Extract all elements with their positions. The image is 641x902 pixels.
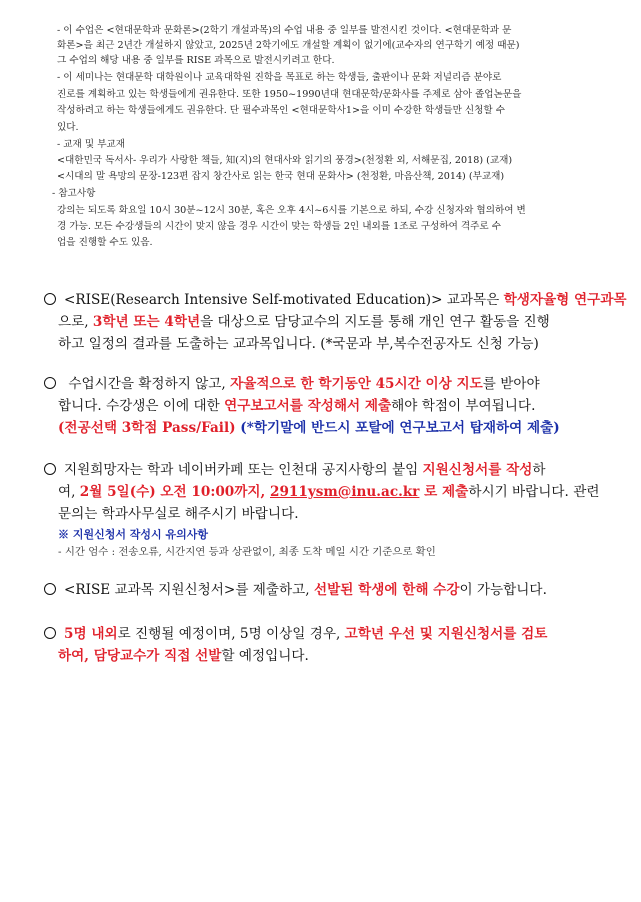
text: 로 진행될 예정이며, 5명 이상일 경우,	[117, 626, 345, 642]
circle-bullet-icon	[44, 293, 56, 305]
bullet-line	[58, 418, 560, 438]
text: 을 대상으로 담당교수의 지도를 통해 개인 연구 활동을 진행	[200, 314, 550, 330]
text: 여,	[58, 484, 80, 500]
note-line: - 이 세미나는 현대문학 대학원이나 교육대학원 진학을 목표로 하는 학생들, 출판이나 문화 저널리즘 분야로	[57, 72, 502, 83]
highlight-text: 선발된 학생에 한해 수강	[313, 582, 460, 598]
text: 할 예정입니다.	[221, 648, 309, 664]
bullet-line	[44, 460, 545, 480]
bullet-line: 문의는 학과사무실로 해주시기 바랍니다.	[58, 506, 299, 522]
note-heading: - 교재 및 부교재	[57, 139, 125, 150]
highlight-text: 로 제출	[419, 484, 469, 500]
note-line: 화론>을 최근 2년간 개설하지 않았고, 2025년 2학기에도 개설할 계획이 없기에(교수자의 연구학기 예정 때문)	[57, 40, 520, 51]
bullet-line	[58, 396, 535, 416]
highlight-text: 3학년 또는 4학년	[92, 314, 201, 330]
text: 이 가능합니다.	[459, 582, 547, 598]
note-line: 강의는 되도록 화요일 10시 30분~12시 30분, 혹은 오후 4시~6시를 기본으로 하되, 수강 신청자와 협의하여 변	[57, 205, 526, 216]
highlight-text: 학생자율형 연구과목	[503, 292, 627, 308]
circle-bullet-icon	[44, 377, 56, 389]
note-line: 그 수업의 해당 내용 중 일부를 RISE 과목으로 발전시키려고 한다.	[57, 55, 335, 66]
highlight-text: 지원신청서를 작성	[422, 462, 533, 478]
text: 하	[532, 462, 546, 478]
text: 지원희망자는 학과 네이버카페 또는 인천대 공지사항의 붙임	[64, 462, 423, 478]
highlight-text: 하여, 담당교수가 직접 선발	[58, 648, 222, 664]
note-line: <시대의 말 욕망의 문장-123편 잡지 창간사로 읽는 한국 현대 문화사> (천정환, 마음산책, 2014) (부교재)	[57, 171, 505, 182]
note-line: 업을 진행할 수도 있음.	[57, 237, 153, 248]
note-body: - 시간 엄수 : 전송오류, 시간지연 등과 상관없이, 최종 도착 메일 시간 기준으로 확인	[58, 546, 436, 558]
note-line: 진로를 계획하고 있는 학생들에게 권유한다. 또한 1950~1990년대 현대문학/문화사를 주제로 삼아 졸업논문을	[57, 89, 522, 100]
text: 합니다. 수강생은 이에 대한	[58, 398, 225, 414]
highlight-text: 5명 내외	[64, 626, 118, 642]
text: 수업시간을 확정하지 않고,	[64, 376, 231, 392]
bullet-line	[44, 290, 627, 310]
text: 으로,	[58, 314, 93, 330]
note-line: 있다.	[57, 122, 79, 133]
note-line: 작성하려고 하는 학생들에게도 권유한다. 단 필수과목인 <현대문학사1>을 이미 수강한 학생들만 신청할 수	[57, 105, 506, 116]
highlight-text: (전공선택 3학점 Pass/Fail)	[58, 420, 236, 436]
bullet-line	[58, 482, 599, 502]
text: <RISE 교과목 지원신청서>를 제출하고,	[64, 582, 314, 598]
note-line: 경 가능. 모든 수강생들의 시간이 맞지 않을 경우 시간이 맞는 학생들 2인 내외를 1조로 구성하여 격주로 수	[57, 221, 502, 232]
bullet-line	[44, 624, 547, 644]
bullet-line	[58, 312, 550, 332]
bullet-line	[44, 374, 540, 394]
highlight-text: (*학기말에 반드시 포탈에 연구보고서 탑재하여 제출)	[235, 420, 560, 436]
bullet-line: 하고 일정의 결과를 도출하는 교과목입니다. (*국문과 부,복수전공자도 신청 가능)	[58, 336, 539, 352]
note-line: <대한민국 독서사- 우리가 사랑한 책들, 知(지)의 현대사와 읽기의 풍경>(천정환 외, 서해문집, 2018) (교재)	[57, 155, 513, 166]
highlight-text: 자율적으로 한 학기동안 45시간 이상 지도	[230, 376, 483, 392]
bullet-line	[44, 580, 547, 600]
circle-bullet-icon	[44, 583, 56, 595]
email-link[interactable]: 2911ysm@inu.ac.kr	[270, 484, 420, 500]
highlight-text: 연구보고서를 작성해서 제출	[224, 398, 392, 414]
text: 하시기 바랍니다. 관련	[468, 484, 600, 500]
note-line: - 이 수업은 <현대문학과 문화론>(2학기 개설과목)의 수업 내용 중 일부를 발전시킨 것이다. <현대문학과 문	[57, 25, 512, 36]
highlight-text: 고학년 우선 및 지원신청서를 검토	[344, 626, 548, 642]
note-heading: - 참고사항	[52, 188, 96, 199]
deadline-text: 2월 5일(수) 오전 10:00까지,	[79, 484, 270, 500]
note-title: ※ 지원신청서 작성시 유의사항	[58, 528, 208, 541]
text: <RISE(Research Intensive Self-motivated Education)> 교과목은	[64, 292, 504, 308]
circle-bullet-icon	[44, 463, 56, 475]
bullet-line	[58, 646, 309, 666]
circle-bullet-icon	[44, 627, 56, 639]
text: 를 받아야	[482, 376, 540, 392]
text: 해야 학점이 부여됩니다.	[391, 398, 536, 414]
